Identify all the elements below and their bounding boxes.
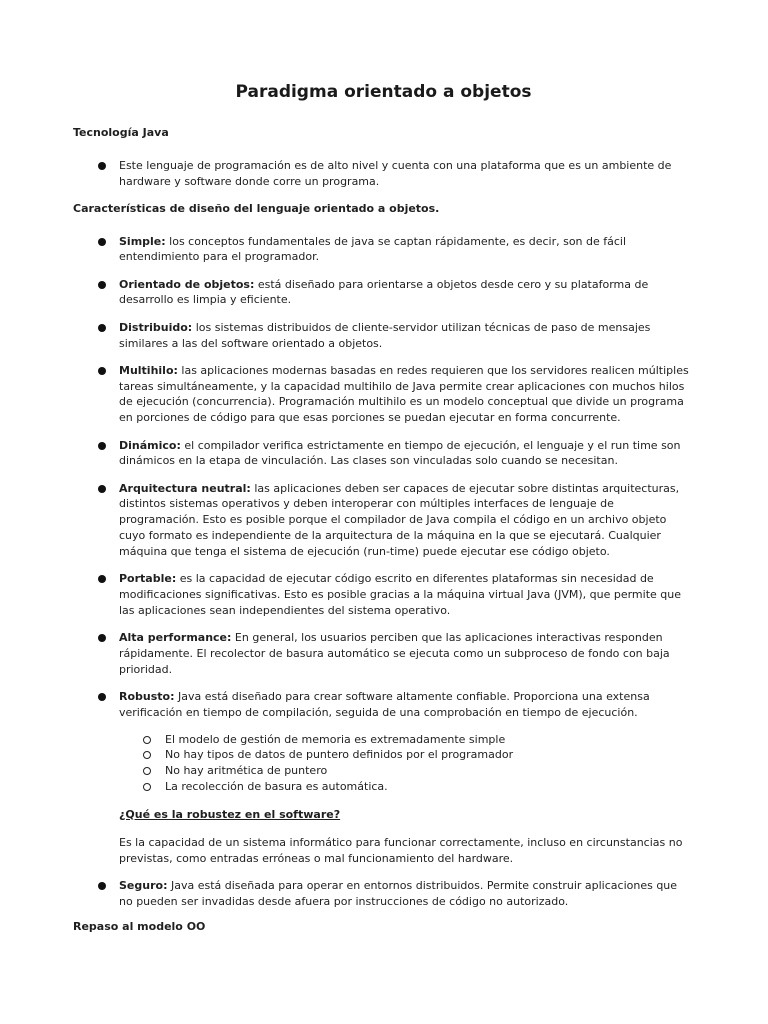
item-text: es la capacidad de ejecutar código escrito en diferentes plataformas sin necesidad de modificaciones significativas. Esto es posible gracias a la máquina virtual Java (JVM), que permite que las aplicaciones sean independientes del sistema operativo. (119, 572, 682, 617)
list-item-dinamico (73, 438, 694, 470)
item-term: Multihilo: (119, 363, 178, 377)
item-term: Portable: (119, 572, 177, 586)
item-term: Robusto: (119, 689, 175, 703)
item-term: Simple: (119, 234, 166, 248)
seguro-list (73, 878, 694, 910)
item-term: Dinámico: (119, 438, 181, 452)
item-text: las aplicaciones modernas basadas en redes requieren que los servidores realicen múltiples tareas simultáneamente, y la capacidad multihilo de Java permite crear aplicaciones con muchos hilos de ejecución (concurrencia). Programación multihilo es un modelo conceptual que divide un programa en porciones de código para que esas porciones se puedan ejecutar en forma concurrente. (119, 363, 689, 425)
sublist-item: La recolección de basura es automática. (119, 779, 694, 795)
item-text: los conceptos fundamentales de java se captan rápidamente, es decir, son de fácil entendimiento para el programador. (119, 234, 627, 264)
list-item-arquitectura (73, 481, 694, 560)
item-text: Java está diseñado para crear software altamente confiable. Proporciona una extensa verificación en tiempo de compilación, seguida de una comprobación en tiempo de ejecución. (119, 689, 650, 719)
item-text: Java está diseñada para operar en entornos distribuidos. Permite construir aplicaciones que no pueden ser invadidas desde afuera por instrucciones de código no autorizado. (119, 878, 678, 908)
item-term: Distribuido: (119, 320, 193, 334)
list-item-orientado (73, 277, 694, 309)
item-text: el compilador verifica estrictamente en tiempo de ejecución, el lenguaje y el run time son dinámicos en la etapa de vinculación. Las clases son vinculadas solo cuando se necesitan. (119, 438, 681, 468)
item-text: los sistemas distribuidos de cliente-servidor utilizan técnicas de paso de mensajes similares a las del software orientado a objetos. (119, 320, 651, 350)
list-item-simple (73, 234, 694, 266)
tecnologia-list (73, 158, 694, 190)
section-heading-caracteristicas: Características de diseño del lenguaje orientado a objetos. (73, 201, 440, 215)
sublist-item: El modelo de gestión de memoria es extremadamente simple (119, 732, 694, 748)
robustez-question: ¿Qué es la robustez en el software? (119, 807, 341, 821)
section-heading-tecnologia: Tecnología Java (73, 126, 169, 139)
list-item-robusto (73, 689, 694, 795)
robustez-answer: Es la capacidad de un sistema informático para funcionar correctamente, incluso en circunstancias no previstas, como entradas erróneas o mal funcionamiento del hardware. (119, 835, 683, 865)
page-title: Paradigma orientado a objetos (235, 82, 532, 102)
caracteristicas-list (73, 234, 694, 795)
sublist-item: No hay aritmética de puntero (119, 763, 694, 779)
item-term: Alta performance: (119, 631, 232, 645)
list-item (73, 158, 694, 190)
item-term: Orientado de objetos: (119, 277, 255, 291)
list-item-alta-performance (73, 630, 694, 677)
robusto-sublist (119, 732, 694, 795)
robustez-block (73, 807, 694, 867)
item-text: Este lenguaje de programación es de alto nivel y cuenta con una plataforma que es un ambiente de hardware y software donde corre un programa. (119, 159, 672, 188)
list-item-seguro (73, 878, 694, 910)
list-item-portable (73, 571, 694, 618)
sublist-item: No hay tipos de datos de puntero definidos por el programador (119, 747, 694, 763)
item-term: Seguro: (119, 878, 168, 892)
item-text: las aplicaciones deben ser capaces de ejecutar sobre distintas arquitecturas, distintos sistemas operativos y deben interoperar con múltiples interfaces de lenguaje de programación. Esto es posible porque el compilador de Java compila el código en un archivo objeto cuyo formato es independiente de la arquitectura de la máquina en la que se ejecutará. Cualquier máquina que tenga el sistema de ejecución (run-time) puede ejecutar ese código objeto. (119, 481, 680, 558)
item-term: Arquitectura neutral: (119, 481, 251, 495)
item-text: En general, los usuarios perciben que las aplicaciones interactivas responden rápidamente. El recolector de basura automático se ejecuta como un subproceso de fondo con baja prioridad. (119, 631, 670, 676)
list-item-multihilo (73, 363, 694, 426)
item-text: está diseñado para orientarse a objetos desde cero y su plataforma de desarrollo es limpia y eficiente. (119, 277, 649, 307)
section-heading-repaso: Repaso al modelo OO (73, 920, 206, 934)
list-item-distribuido (73, 320, 694, 352)
